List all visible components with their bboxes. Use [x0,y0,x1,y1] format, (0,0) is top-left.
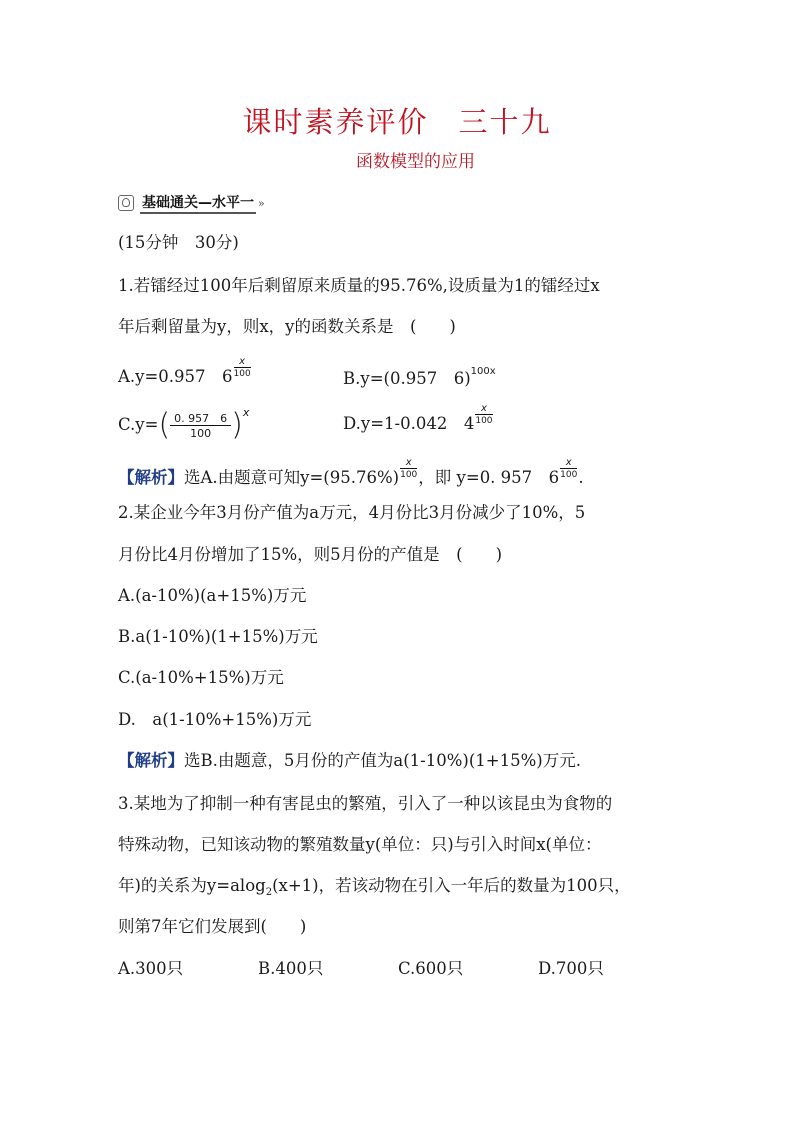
q3-line3-pre: 年)的关系为y=alog [118,876,266,895]
q1-stem-line1: 1.若镭经过100年后剩留原来质量的95.76%,设质量为1的镭经过x [118,276,600,295]
q1-option-c-fraction: $\frac{0. 957 6}{100}$ [170,412,231,440]
q3-option-d: D.700只 [538,959,604,978]
q1-solution-exponent1: $\frac{x}{100}$ [400,457,418,480]
time-score: (15分钟 30分) [118,233,239,252]
double-arrow-icon: » [258,196,265,210]
q1-option-c: C.y=( $\frac{0. 957 6}{100}$ )$^x$ [118,406,250,443]
q3-option-a: A.300只 [118,959,184,978]
q2-stem-line2: 月份比4月份增加了15%，则5月份的产值是 ( ) [118,545,503,564]
q1-option-b-exponent: 100x [470,366,496,377]
q3-stem-line1: 3.某地为了抑制一种有害昆虫的繁殖，引入了一种以该昆虫为食物的 [118,794,613,813]
q1-solution-label: 【解析】 [118,468,184,487]
q1-option-b [343,362,496,389]
q3-option-b: B.400只 [258,959,324,978]
q1-option-a [118,356,252,387]
q2-option-c: C.(a-10%+15%)万元 [118,668,284,687]
q1-solution-end: . [578,468,584,487]
q1-option-d [343,403,494,434]
q1-solution-text1: 选A.由题意可知y=(95.76%) [184,468,400,487]
q2-option-b: B.a(1-10%)(1+15%)万元 [118,627,318,646]
q3-stem-line3 [118,876,631,903]
q1-option-c-exponent: x [242,406,250,419]
q1-stem-line2: 年后剩留量为y，则x，y的函数关系是 ( ) [118,317,456,336]
q1-option-d-exponent: $\frac{x}{100}$ [475,403,493,426]
section-label: 基础通关—水平一 [140,192,256,214]
q1-option-d-text: D.y=1-0.042 4 [343,414,475,433]
q3-stem-line4: 则第7年它们发展到( ) [118,917,307,936]
lightbulb-icon [118,195,134,211]
q2-option-a: A.(a-10%)(a+15%)万元 [118,586,307,605]
title-number: 三十九 [458,105,552,139]
q2-stem-line1: 2.某企业今年3月份产值为a万元，4月份比3月份减少了10%，5 [118,503,586,522]
q3-line3-post: (x+1)，若该动物在引入一年后的数量为100只， [272,876,631,895]
q1-solution-text2: ，即 y=0. 957 6 [418,468,560,487]
q1-option-a-exponent: $\frac{x}{100}$ [233,356,251,379]
q2-solution-label: 【解析】 [118,751,184,770]
page-title [0,100,794,141]
q2-option-d: D. a(1-10%+15%)万元 [118,710,312,729]
q1-solution-exponent2: $\frac{x}{100}$ [560,457,578,480]
q1-option-b-text: B.y=(0.957 6) [343,369,471,388]
title-main: 课时素养评价 [242,105,429,139]
q1-solution [118,457,584,488]
q3-stem-line2: 特殊动物，已知该动物的繁殖数量y(单位：只)与引入时间x(单位： [118,835,602,854]
q3-log-base: 2 [265,887,273,898]
q3-option-c: C.600只 [398,959,464,978]
page-subtitle: 函数模型的应用 [356,152,475,172]
q2-solution [118,751,581,771]
q1-option-a-text: A.y=0.957 6 [118,367,233,386]
q2-solution-text: 选B.由题意，5月份的产值为a(1-10%)(1+15%)万元. [184,751,581,770]
section-header [118,192,265,214]
q1-option-c-text: C.y= [118,415,159,434]
